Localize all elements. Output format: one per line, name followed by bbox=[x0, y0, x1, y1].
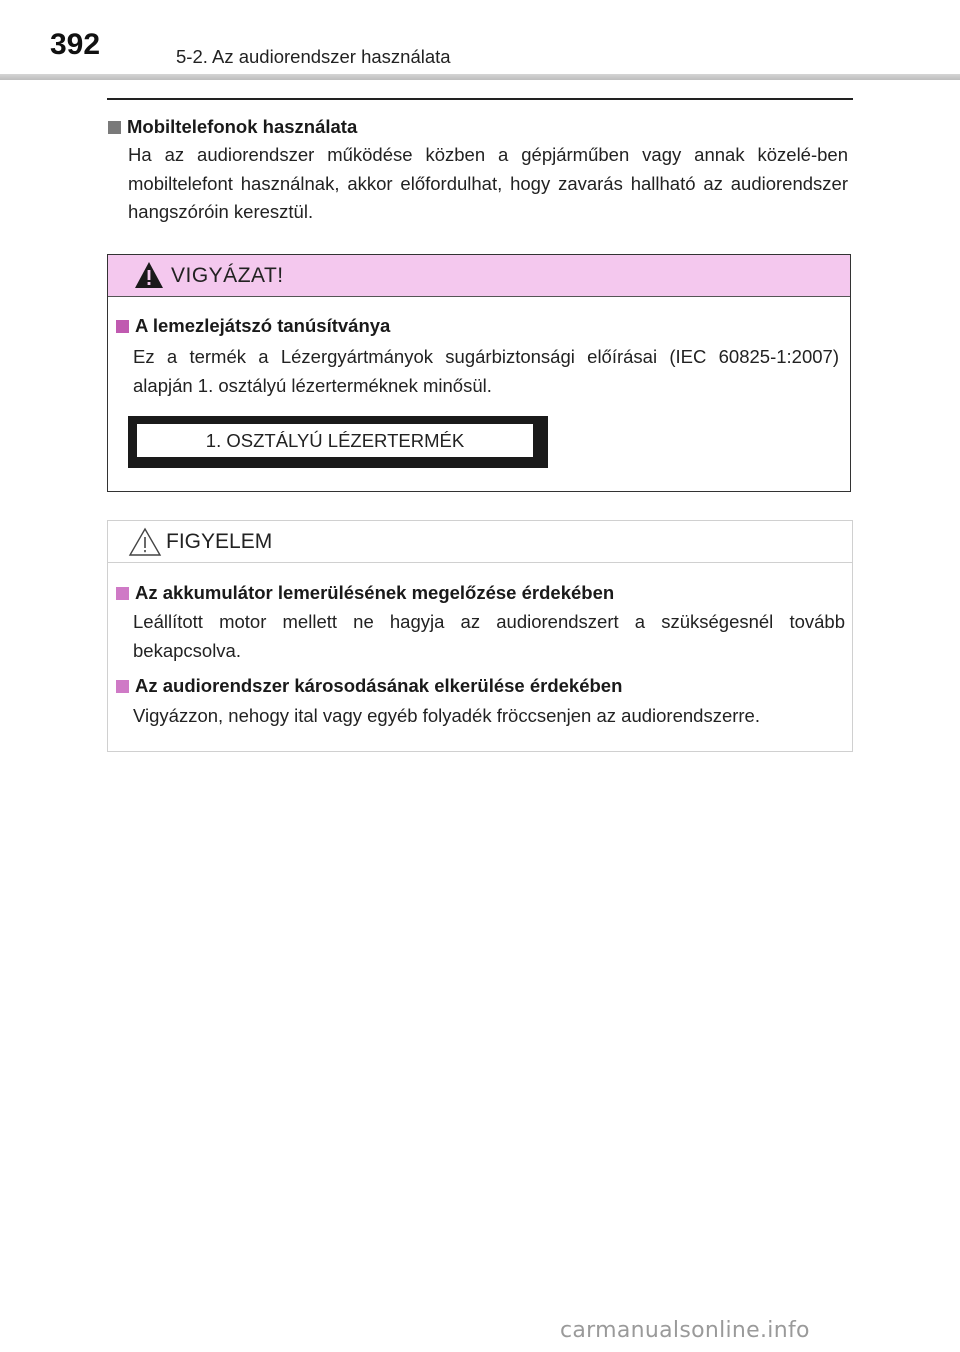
notice-box bbox=[107, 520, 853, 752]
watermark: carmanualsonline.info bbox=[560, 1318, 810, 1343]
page-header-band bbox=[0, 0, 960, 80]
section-heading bbox=[108, 116, 357, 138]
square-bullet-icon bbox=[116, 587, 129, 600]
notice-item-heading-text: Az akkumulátor lemerülésének megelőzése érdekében bbox=[135, 582, 615, 603]
laser-class-label bbox=[128, 416, 548, 468]
chapter-title: 5-2. Az audiorendszer használata bbox=[176, 46, 451, 67]
section-body: Ha az audiorendszer működése közben a gépjárműben vagy annak közelé-ben mobiltelefont használnak, akkor előfordulhat, hogy zavarás hallható az audiorendszer hangszóróin keresztül. bbox=[128, 144, 848, 222]
notice-item-heading bbox=[116, 582, 614, 604]
section-divider bbox=[107, 98, 853, 100]
caution-outline-triangle-icon bbox=[128, 527, 162, 557]
warning-item-heading bbox=[116, 315, 390, 337]
square-bullet-icon bbox=[108, 121, 121, 134]
warning-item-heading-text: A lemezlejátszó tanúsítványa bbox=[135, 315, 391, 336]
section-heading-text: Mobiltelefonok használata bbox=[127, 116, 358, 137]
square-bullet-icon bbox=[116, 680, 129, 693]
square-bullet-icon bbox=[116, 320, 129, 333]
notice-header bbox=[108, 521, 852, 563]
warning-header bbox=[108, 255, 850, 297]
laser-class-label-text: 1. OSZTÁLYÚ LÉZERTERMÉK bbox=[137, 424, 533, 457]
warning-item-body: Ez a termék a Lézergyártmányok sugárbiztonsági előírásai (IEC 60825-1:2007) alapján 1. osztályú lézerterméknek minősül. bbox=[133, 346, 839, 396]
notice-title: FIGYELEM bbox=[166, 530, 273, 553]
warning-title: VIGYÁZAT! bbox=[171, 264, 284, 287]
warning-triangle-icon bbox=[134, 261, 164, 289]
notice-item-heading-text: Az audiorendszer károsodásának elkerülése érdekében bbox=[135, 675, 623, 696]
notice-item-heading bbox=[116, 675, 622, 697]
notice-item-body: Vigyázzon, nehogy ital vagy egyéb folyadék fröccsenjen az audiorendszerre. bbox=[133, 705, 760, 726]
notice-item-body: Leállított motor mellett ne hagyja az audiorendszert a szükségesnél tovább bekapcsolva. bbox=[133, 611, 845, 661]
page-number: 392 bbox=[50, 28, 101, 61]
